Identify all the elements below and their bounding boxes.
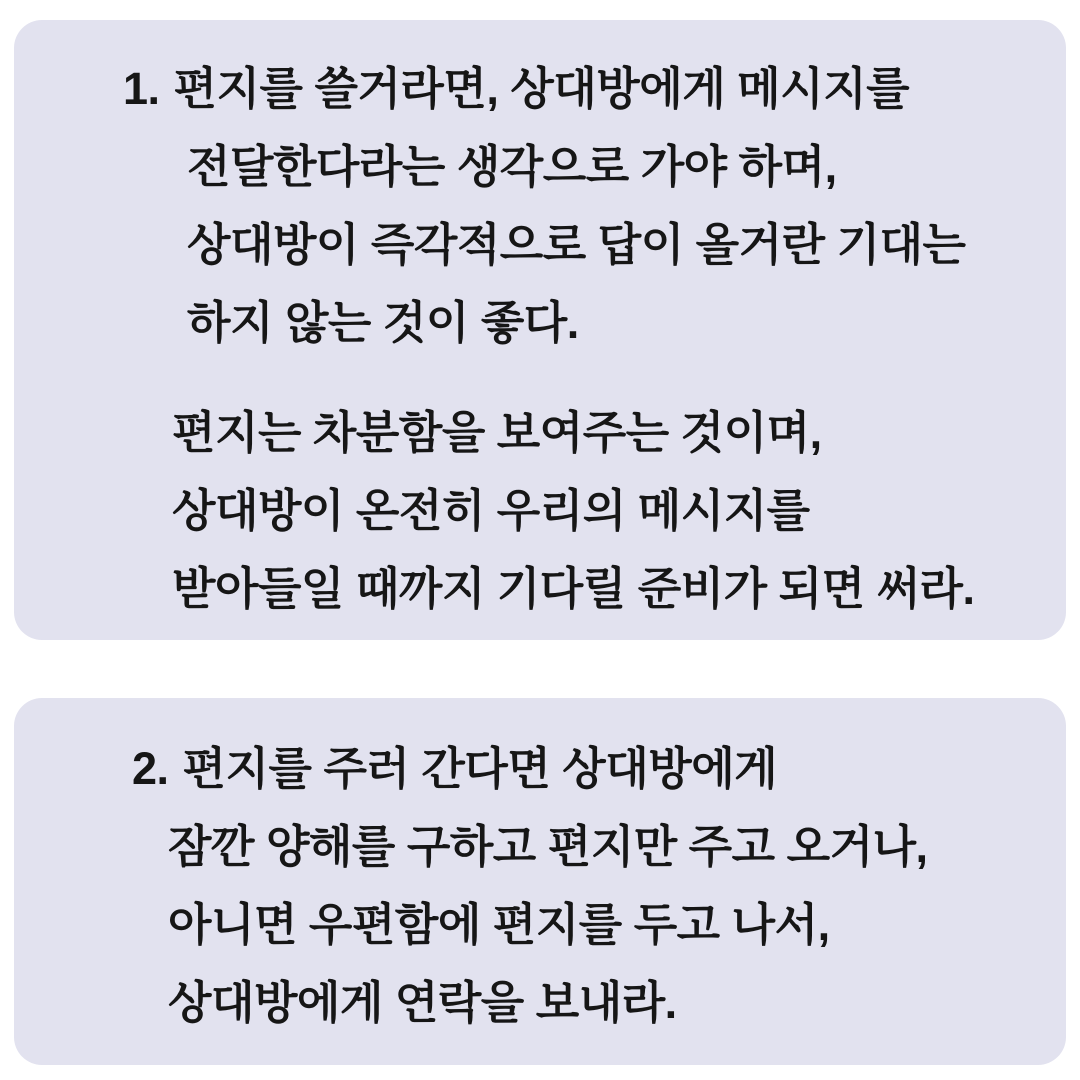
list-number: 1.	[123, 63, 160, 114]
text-line: 상대방에게 연락을 보내라.	[168, 977, 677, 1028]
text-line: 하지 않는 것이 좋다.	[187, 297, 579, 348]
text-line: 전달한다라는 생각으로 가야 하며,	[187, 141, 837, 192]
text-line: 받아들일 때까지 기다릴 준비가 되면 써라.	[172, 563, 975, 614]
text-line: 아니면 우편함에 편지를 두고 나서,	[168, 899, 830, 950]
text-line-content: 편지를 쓸거라면, 상대방에게 메시지를	[173, 63, 910, 114]
text-line: 잠깐 양해를 구하고 편지만 주고 오거나,	[168, 821, 928, 872]
note-card-1	[14, 20, 1066, 640]
text-line: 편지는 차분함을 보여주는 것이며,	[172, 407, 822, 458]
text-line	[14, 730, 1066, 808]
text-line: 상대방이 즉각적으로 답이 올거란 기대는	[187, 219, 966, 270]
note-card-2	[14, 698, 1066, 1065]
text-line-content: 편지를 주러 간다면 상대방에게	[182, 743, 778, 794]
text-line: 상대방이 온전히 우리의 메시지를	[172, 485, 810, 536]
list-number: 2.	[132, 743, 169, 794]
text-line	[14, 50, 1066, 128]
